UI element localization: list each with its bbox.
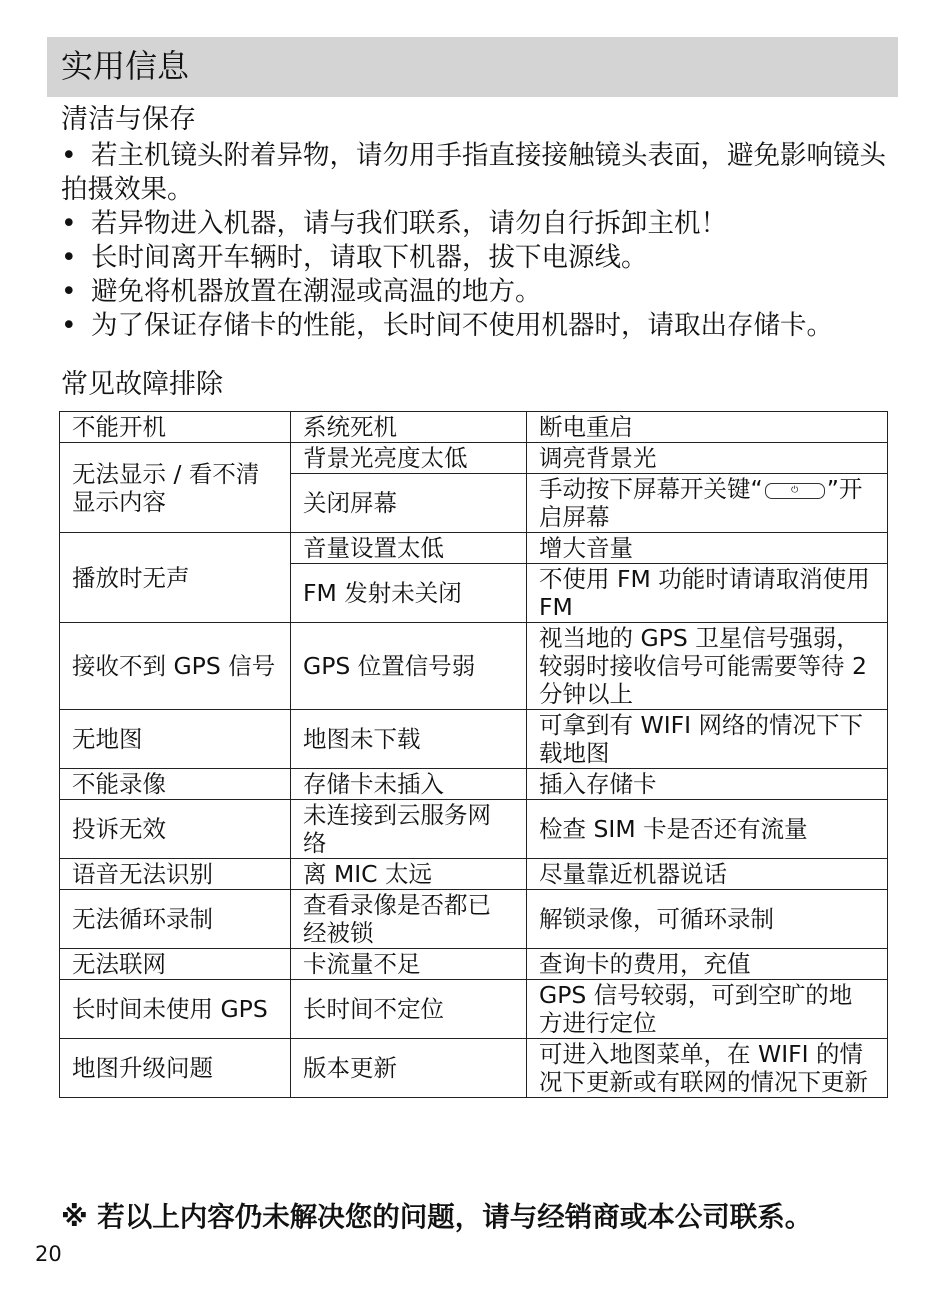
problem-cell: 不能开机 (60, 412, 291, 443)
list-item-text: 为了保证存储卡的性能，长时间不使用机器时，请取出存储卡。 (91, 310, 833, 341)
cause-cell: 地图未下载 (291, 710, 527, 769)
solution-cell: 插入存储卡 (527, 769, 888, 800)
solution-cell: 调亮背景光 (527, 443, 888, 474)
table-row (60, 710, 888, 769)
problem-cell: 投诉无效 (60, 800, 291, 859)
table-row (60, 859, 888, 890)
troubleshooting-table (59, 411, 888, 1098)
solution-text-after: ”开启屏幕 (539, 475, 863, 531)
cleaning-list (61, 139, 891, 343)
cause-cell: 版本更新 (291, 1039, 527, 1098)
solution-cell: GPS 信号较弱，可到空旷的地方进行定位 (527, 980, 888, 1039)
cleaning-heading: 清洁与保存 (61, 104, 196, 135)
problem-cell: 不能录像 (60, 769, 291, 800)
cause-cell: GPS 位置信号弱 (291, 623, 527, 710)
table-row (60, 980, 888, 1039)
cause-cell: 系统死机 (291, 412, 527, 443)
power-button-icon: ⏻ (765, 483, 825, 499)
list-item-text: 若异物进入机器，请与我们联系，请勿自行拆卸主机！ (91, 208, 727, 239)
table-row (60, 890, 888, 949)
contact-note: ※ 若以上内容仍未解决您的问题，请与经销商或本公司联系。 (61, 1201, 813, 1233)
problem-cell: 播放时无声 (60, 533, 291, 623)
bullet-icon: • (61, 208, 77, 239)
table-row (60, 623, 888, 710)
list-item (61, 309, 891, 343)
list-item (61, 241, 891, 275)
table-row (60, 800, 888, 859)
bullet-icon: • (61, 310, 77, 341)
page-number: 20 (35, 1242, 62, 1266)
list-item (61, 207, 891, 241)
cause-cell: 背景光亮度太低 (291, 443, 527, 474)
list-item-text: 若主机镜头附着异物，请勿用手指直接接触镜头表面，避免影响镜头拍摄效果。 (61, 140, 886, 205)
solution-cell: 可拿到有 WIFI 网络的情况下下载地图 (527, 710, 888, 769)
cause-cell: 未连接到云服务网络 (291, 800, 527, 859)
solution-cell: 可进入地图菜单，在 WIFI 的情况下更新或有联网的情况下更新 (527, 1039, 888, 1098)
table-row (60, 533, 888, 564)
problem-cell: 无法显示 / 看不清显示内容 (60, 443, 291, 533)
table-row (60, 769, 888, 800)
solution-cell (527, 474, 888, 533)
table-row (60, 412, 888, 443)
solution-text-before: 手动按下屏幕开关键“ (539, 475, 763, 503)
bullet-icon: • (61, 140, 77, 171)
cause-cell: 离 MIC 太远 (291, 859, 527, 890)
cause-cell: 存储卡未插入 (291, 769, 527, 800)
cause-cell: 长时间不定位 (291, 980, 527, 1039)
solution-cell: 解锁录像，可循环录制 (527, 890, 888, 949)
problem-cell: 无地图 (60, 710, 291, 769)
cause-cell: 查看录像是否都已经被锁 (291, 890, 527, 949)
list-item (61, 139, 891, 207)
troubleshooting-heading: 常见故障排除 (61, 369, 223, 400)
page-title: 实用信息 (61, 47, 190, 85)
bullet-icon: • (61, 242, 77, 273)
solution-cell: 断电重启 (527, 412, 888, 443)
cause-cell: 卡流量不足 (291, 949, 527, 980)
solution-cell: 视当地的 GPS 卫星信号强弱，较弱时接收信号可能需要等待 2 分钟以上 (527, 623, 888, 710)
bullet-icon: • (61, 276, 77, 307)
problem-cell: 无法联网 (60, 949, 291, 980)
list-item-text: 避免将机器放置在潮湿或高温的地方。 (91, 276, 542, 307)
problem-cell: 长时间未使用 GPS (60, 980, 291, 1039)
problem-cell: 无法循环录制 (60, 890, 291, 949)
list-item-text: 长时间离开车辆时，请取下机器，拔下电源线。 (91, 242, 648, 273)
solution-cell: 增大音量 (527, 533, 888, 564)
section-header-bar (47, 37, 898, 97)
problem-cell: 地图升级问题 (60, 1039, 291, 1098)
solution-cell: 尽量靠近机器说话 (527, 859, 888, 890)
cause-cell: 音量设置太低 (291, 533, 527, 564)
problem-cell: 语音无法识别 (60, 859, 291, 890)
problem-cell: 接收不到 GPS 信号 (60, 623, 291, 710)
table-row (60, 1039, 888, 1098)
cause-cell: 关闭屏幕 (291, 474, 527, 533)
table-row (60, 443, 888, 474)
solution-cell: 检查 SIM 卡是否还有流量 (527, 800, 888, 859)
solution-cell: 不使用 FM 功能时请请取消使用 FM (527, 564, 888, 623)
table-row (60, 949, 888, 980)
list-item (61, 275, 891, 309)
solution-cell: 查询卡的费用，充值 (527, 949, 888, 980)
cause-cell: FM 发射未关闭 (291, 564, 527, 623)
